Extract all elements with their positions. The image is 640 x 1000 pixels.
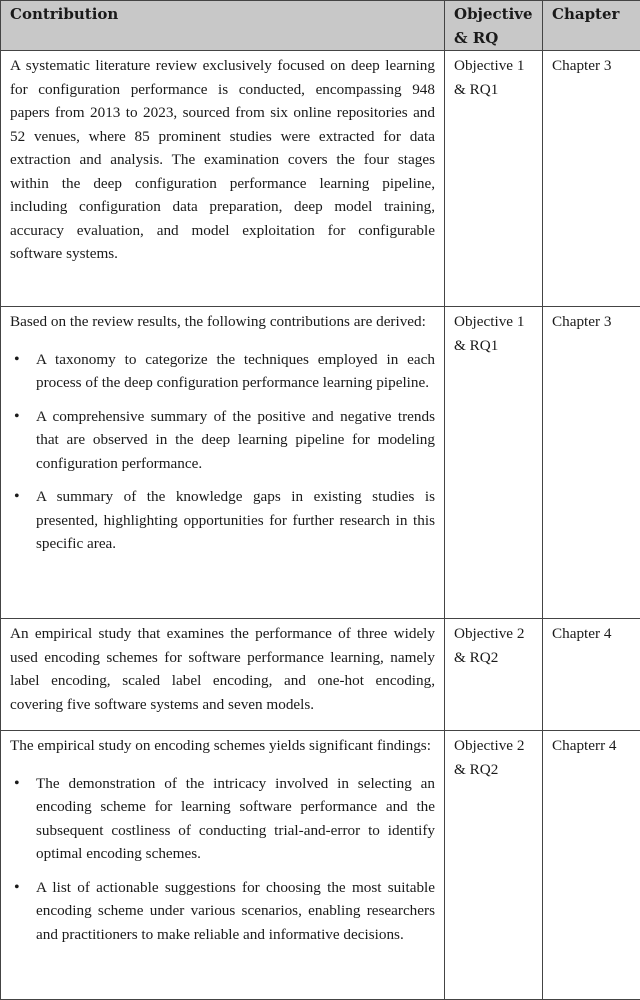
chapter-cell: Chapterr 4 [543,731,640,1000]
header-objective: Objective & RQ [445,1,543,51]
table-row [1,51,640,307]
chapter-cell: Chapter 4 [543,619,640,731]
objective-cell: Objective 2 & RQ2 [445,619,543,731]
contribution-cell: A systematic literature review exclusively focused on deep learning for configuration performance is conducted, encompassing 948 papers from 2013 to 2023, sourced from six online repositories and 52 venues, where 85 prominent studies were extracted for data extraction and analysis. The examination covers the four stages within the deep configuration performance learning pipeline, including configuration data preparation, deep model training, accuracy evaluation, and model exploitation for configurable software systems. [1,51,445,307]
header-row [1,1,640,51]
table-row [1,619,640,731]
contribution-intro: The empirical study on encoding schemes yields significant findings: [10,734,435,758]
bullet-list [10,348,435,556]
bullet-list [10,772,435,947]
contribution-cell [1,731,445,1000]
objective-cell: Objective 2 & RQ2 [445,731,543,1000]
bullet-item: • A comprehensive summary of the positive and negative trends that are observed in the deep learning pipeline for modeling configuration performance. [36,405,435,476]
table-row [1,307,640,619]
table-row [1,731,640,1000]
header-contribution: Contribution [1,1,445,51]
chapter-cell: Chapter 3 [543,51,640,307]
chapter-cell: Chapter 3 [543,307,640,619]
bullet-item: • A list of actionable suggestions for choosing the most suitable encoding scheme under various scenarios, enabling researchers and practitioners to make reliable and informative decisions. [36,876,435,947]
header-chapter: Chapter [543,1,640,51]
bullet-item: • The demonstration of the intricacy involved in selecting an encoding scheme for learning software performance and the subsequent costliness of conducting trial-and-error to identify optimal encoding schemes. [36,772,435,866]
objective-cell: Objective 1 & RQ1 [445,307,543,619]
bullet-item: • A summary of the knowledge gaps in existing studies is presented, highlighting opportunities for further research in this specific area. [36,485,435,556]
objective-cell: Objective 1 & RQ1 [445,51,543,307]
contribution-cell [1,307,445,619]
bullet-item: • A taxonomy to categorize the techniques employed in each process of the deep configuration performance learning pipeline. [36,348,435,395]
contribution-cell: An empirical study that examines the performance of three widely used encoding schemes for software performance learning, namely label encoding, scaled label encoding, and one-hot encoding, covering five software systems and seven models. [1,619,445,731]
contribution-intro: Based on the review results, the following contributions are derived: [10,310,435,334]
